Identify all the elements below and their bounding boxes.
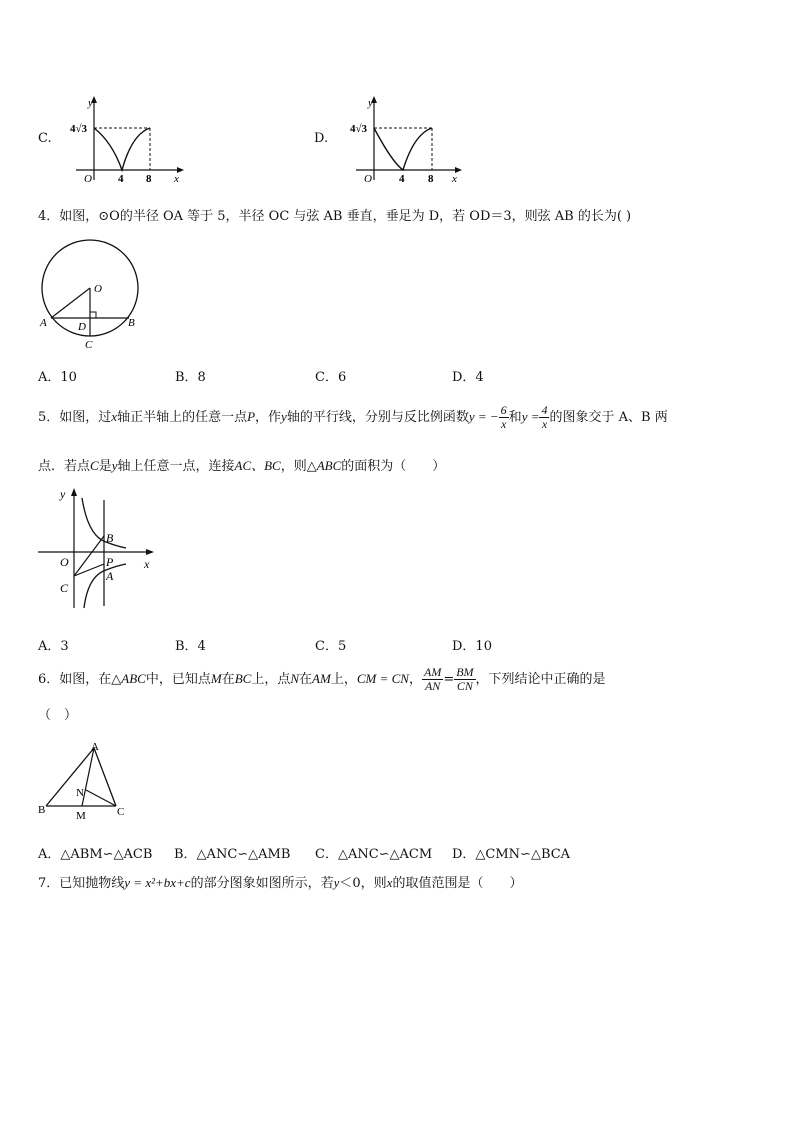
q3-graph-c [66, 94, 186, 186]
q4-figure [36, 238, 142, 350]
q4-text: 4．如图，⊙O的半径 OA 等于 5，半径 OC 与弦 AB 垂直，垂足为 D，若 OD＝3，则弦 AB 的长为( ) [38, 209, 632, 224]
q6-fraction-1: $\frac{AM}{AN}$ [423, 665, 442, 693]
q5-fraction-2: $\frac{4}{x}$ [541, 403, 548, 431]
q4-label-o: O [94, 283, 102, 295]
option-d-label: D. [314, 131, 329, 146]
q6-label-b: B [38, 804, 46, 816]
q3d-origin: O [364, 173, 372, 185]
option-c-label: C. [38, 131, 52, 146]
q5-label-x: x [144, 557, 150, 571]
q5-option-a[interactable]: A．3 [38, 639, 69, 654]
q6-option-d[interactable]: D．△CMN∽△BCA [452, 847, 571, 862]
q5-option-b[interactable]: B．4 [175, 639, 206, 654]
q4-label-d: D [78, 321, 86, 333]
q4-option-c[interactable]: C．6 [315, 370, 347, 385]
q4-option-a[interactable]: A．10 [38, 370, 77, 385]
q5-line1: 5．如图，过x轴正半轴上的任意一点P，作y轴的平行线，分别与反比例函数y = − $\frac{6}{x}$ 和y = $\frac{4}{x}$ 的图象交于 A、B 两 [38, 403, 668, 431]
q4-label-b: B [128, 317, 135, 329]
q5-figure [36, 484, 158, 612]
q3c-x-label: x [174, 173, 179, 185]
q4-option-d[interactable]: D．4 [452, 370, 484, 385]
q4-option-b[interactable]: B．8 [175, 370, 206, 385]
q3-graph-d [346, 94, 466, 186]
q5-fraction-1: $\frac{6}{x}$ [500, 403, 507, 431]
q5-option-d[interactable]: D．10 [452, 639, 492, 654]
q6-option-b[interactable]: B．△ANC∽△AMB [174, 847, 291, 862]
q3d-tick-8: 8 [428, 173, 434, 185]
q5-label-y: y [60, 487, 66, 501]
q6-option-c[interactable]: C．△ANC∽△ACM [315, 847, 433, 862]
q6-line1: 6．如图，在△ABC中，已知点M在BC上，点N在AM上，CM = CN， $\frac{AM}{AN}$ = $\frac{BM}{CN}$ ，下列结论中正确的是 [38, 665, 606, 693]
q3c-y-label: y [88, 97, 93, 109]
q6-option-a[interactable]: A．△ABM∽△ACB [38, 847, 153, 862]
q6-label-m: M [76, 810, 86, 822]
q3d-x-label: x [452, 173, 457, 185]
q6-label-n: N [76, 787, 84, 799]
q3d-y-tick: 4√3 [350, 123, 368, 135]
q5-label-b: B [106, 531, 114, 545]
q6-figure [36, 740, 136, 824]
q5-label-o: O [60, 555, 69, 569]
q3d-y-label: y [368, 97, 373, 109]
q4-label-c: C [85, 339, 93, 350]
q3c-origin: O [84, 173, 92, 185]
q4-label-a: A [40, 317, 47, 329]
q3d-tick-4: 4 [399, 173, 405, 185]
q5-line2: 点．若点C是y轴上任意一点，连接AC、BC，则△ABC的面积为（ ） [38, 458, 446, 474]
q6-label-a: A [91, 741, 99, 753]
q6-label-c: C [117, 806, 125, 818]
q5-label-c: C [60, 581, 69, 595]
q3c-y-tick: 4√3 [70, 123, 88, 135]
q5-label-p: P [106, 555, 114, 569]
q7-text: 7．已知抛物线y = x²+bx+c的部分图象如图所示，若y＜0，则x的取值范围是（ ） [38, 875, 523, 891]
q5-option-c[interactable]: C．5 [315, 639, 347, 654]
q3c-tick-8: 8 [146, 173, 152, 185]
q6-line2: （ ） [38, 708, 78, 723]
q5-label-a: A [106, 569, 114, 583]
q6-fraction-2: $\frac{BM}{CN}$ [456, 665, 474, 693]
q3c-tick-4: 4 [118, 173, 124, 185]
